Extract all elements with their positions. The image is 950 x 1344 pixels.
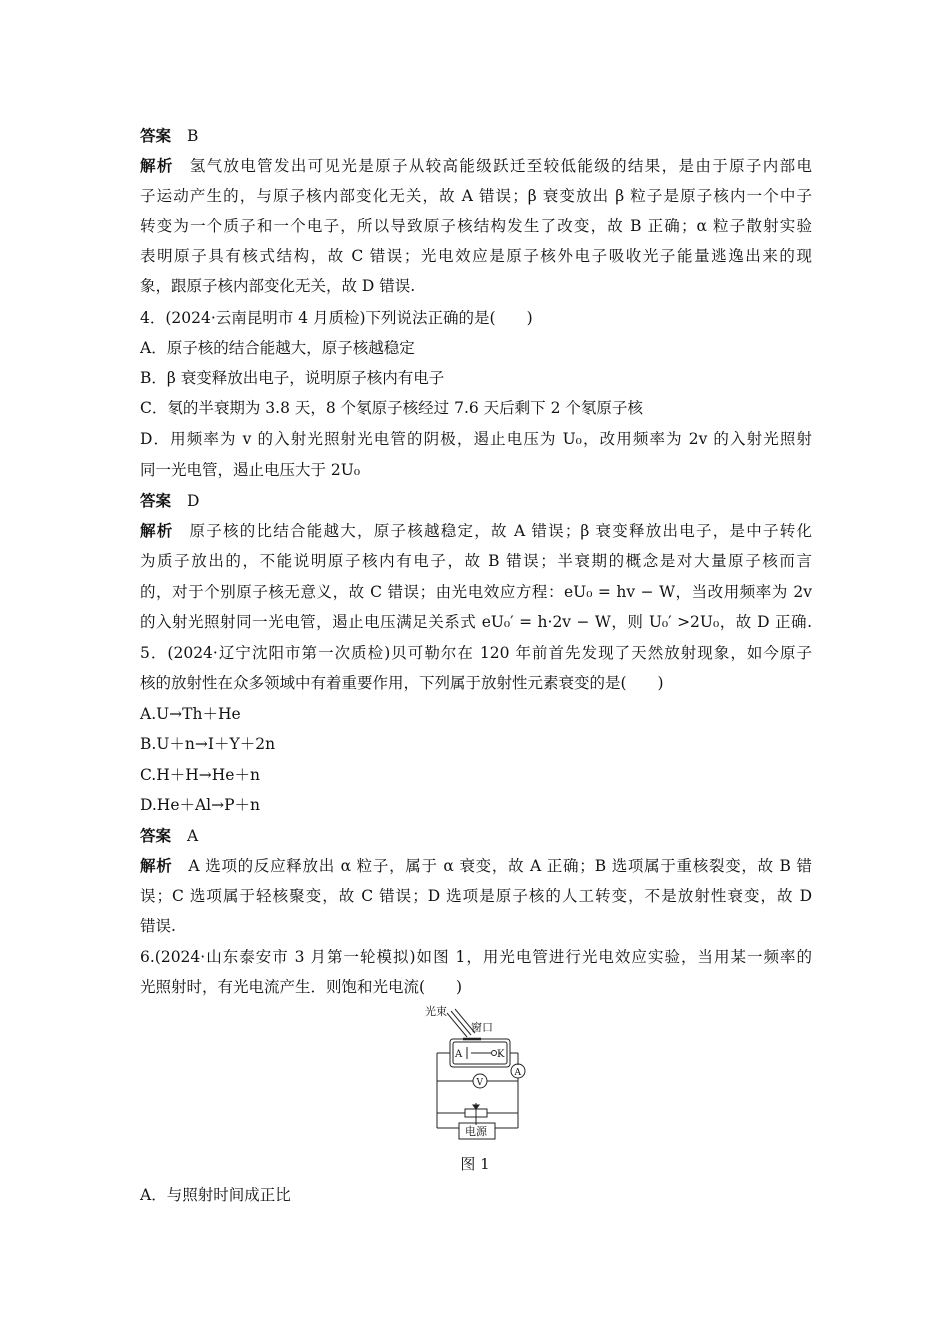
q6-option-a: A．与照射时间成正比 [140, 1186, 291, 1204]
photoelectric-circuit-figure [415, 1003, 535, 1143]
q3-analysis-line-1: 解析 氢气放电管发出可见光是原子从较高能级跃迁至较低能级的结果，是由于原子内部电 [140, 156, 812, 175]
q5-option-b: B.U＋n→I＋Y＋2n [140, 735, 276, 753]
answer-label: 答案 [140, 826, 172, 845]
light-ray-1 [447, 1013, 467, 1037]
q4-option-d-line-1: D．用频率为 v 的入射光照射光电管的阴极，遏止电压为 U₀，改用频率为 2v 的入射光照射 [140, 430, 812, 448]
analysis-label: 解析 [140, 856, 173, 875]
figure-caption: 图 1 [460, 1155, 490, 1173]
q5-analysis-line-1: 解析 A 选项的反应释放出 α 粒子，属于 α 衰变，故 A 正确；B 选项属于重核裂变，故 B 错 [140, 856, 812, 875]
beam-label: 光束 [425, 1005, 447, 1018]
q4-option-a: A．原子核的结合能越大，原子核越稳定 [140, 339, 415, 357]
light-ray-2 [451, 1011, 471, 1035]
q3-analysis-line-4: 表明原子具有核式结构，故 C 错误；光电效应是原子核外电子吸收光子能量逃逸出来的现 [140, 247, 812, 265]
answer-value: B [187, 127, 199, 145]
anode-label: A [455, 1049, 463, 1060]
q4-analysis-line-1: 解析 原子核的比结合能越大，原子核越稳定，故 A 错误；β 衰变释放出电子，是中子转化 [140, 521, 812, 540]
q5-analysis-line-2: 误；C 选项属于轻核聚变，故 C 错误；D 选项是原子核的人工转变，不是放射性衰变，故 D [140, 887, 812, 905]
answer-label: 答案 [140, 126, 172, 145]
answer-value: A [187, 827, 199, 845]
window-label: 窗口 [471, 1021, 493, 1034]
q5-stem-line-2: 核的放射性在众多领域中有着重要作用，下列属于放射性元素衰变的是( ) [140, 674, 664, 692]
q4-stem: 4．(2024·云南昆明市 4 月质检)下列说法正确的是( ) [140, 309, 533, 327]
q6-stem-line-2: 光照射时，有光电流产生．则饱和光电流( ) [140, 978, 463, 996]
circuit-diagram [415, 1003, 535, 1143]
analysis-label: 解析 [140, 521, 174, 540]
q4-answer-line [140, 491, 812, 511]
q4-option-b: B．β 衰变释放出电子，说明原子核内有电子 [140, 369, 445, 387]
cathode-label: K [497, 1049, 505, 1060]
q5-analysis-line-3: 错误. [140, 917, 176, 935]
q6-stem-line-1: 6.(2024·山东泰安市 3 月第一轮模拟)如图 1，用光电管进行光电效应实验，当用某一频率的 [140, 948, 812, 966]
voltmeter-label: V [476, 1078, 483, 1088]
analysis-label: 解析 [140, 156, 174, 175]
q3-analysis-line-2: 子运动产生的，与原子核内部变化无关，故 A 错误；β 衰变放出 β 粒子是原子核内一个中子 [140, 187, 812, 205]
q3-answer-line [140, 126, 812, 146]
power-supply-label: 电源 [465, 1125, 487, 1138]
q5-stem-line-1: 5．(2024·辽宁沈阳市第一次质检)贝可勒尔在 120 年前首先发现了天然放射现象，如今原子 [140, 644, 812, 662]
q4-analysis-line-4: 的入射光照射同一光电管，遏止电压满足关系式 eU₀′ = h·2v − W，则 U₀′ >2U₀，故 D 正确. [140, 613, 812, 631]
q4-analysis-line-3: 的，对于个别原子核无意义，故 C 错误；由光电效应方程：eU₀ = hv − W，当改用频率为 2v [140, 583, 812, 601]
answer-value: D [187, 492, 200, 510]
q5-option-a: A.U→Th＋He [140, 705, 241, 723]
cathode-dot [492, 1051, 497, 1056]
ammeter-label: A [514, 1068, 521, 1078]
q4-option-d-line-2: 同一光电管，遏止电压大于 2U₀ [140, 461, 361, 479]
q5-option-c: C.H＋H→He＋n [140, 766, 260, 784]
q3-analysis-line-5: 象，跟原子核内部变化无关，故 D 错误. [140, 277, 416, 295]
q4-option-c: C．氡的半衰期为 3.8 天，8 个氡原子核经过 7.6 天后剩下 2 个氡原子核 [140, 399, 643, 417]
q3-analysis-line-3: 转变为一个质子和一个电子，所以导致原子核结构发生了改变，故 B 正确；α 粒子散射实验 [140, 217, 812, 235]
q5-option-d: D.He＋Al→P＋n [140, 796, 261, 814]
answer-label: 答案 [140, 491, 172, 510]
q4-analysis-line-2: 为质子放出的，不能说明原子核内有电子，故 B 错误；半衰期的概念是对大量原子核而言 [140, 552, 812, 570]
q5-answer-line [140, 826, 812, 846]
